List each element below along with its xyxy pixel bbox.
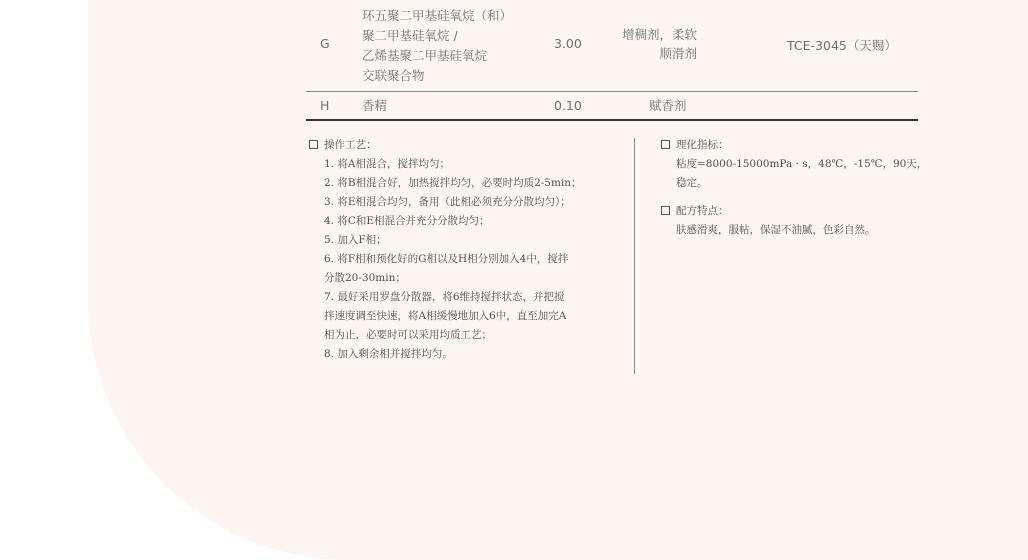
features-heading [661, 202, 931, 218]
function: 赋香剂 [649, 98, 687, 113]
function-line: 增稠剂，柔软 [621, 27, 697, 42]
dosage: 0.10 [554, 98, 582, 113]
ingredient-name-line: 环五聚二甲基硅氧烷（和） [362, 8, 513, 23]
physchem-line: 稳定。 [676, 177, 708, 189]
step-line: 相为止，必要时可以采用均质工艺； [324, 329, 492, 341]
step-line: 6. 将F相和预化好的G相以及H相分别加入4中，搅拌 [324, 253, 569, 265]
process-heading-text: 操作工艺： [324, 138, 377, 151]
checkbox-square-icon [661, 140, 670, 149]
step-line: 7. 最好采用罗盘分散器，将6维持搅拌状态，并把搅 [324, 291, 565, 303]
row-code: G [320, 36, 330, 51]
function [612, 25, 697, 63]
checkbox-square-icon [661, 206, 670, 215]
process-steps [309, 155, 625, 364]
step-line: 2. 将B相混合好，加热搅拌均匀，必要时均质2-5min； [324, 177, 582, 189]
spec-section [661, 136, 931, 240]
ingredient-name [362, 6, 512, 86]
step-line: 拌速度调至快速，将A相缓慢地加入6中，直至加完A [324, 310, 567, 322]
table-row-h [306, 91, 918, 121]
physchem-line: 粘度=8000-15000mPa · s，48℃，-15℃，90天， [676, 158, 928, 170]
features-heading-text: 配方特点： [676, 204, 729, 217]
row-code: H [320, 98, 330, 113]
physchem-heading [661, 136, 931, 152]
step-line: 5. 加入F相； [324, 234, 387, 246]
features-text: 肤感滑爽，服帖，保湿不油腻，色彩自然。 [676, 224, 876, 236]
trade-name: TCE-3045（天赐） [787, 38, 897, 53]
column-divider [634, 138, 635, 374]
ingredient-name-line: 交联聚合物 [362, 68, 425, 83]
step-line: 分散20-30min； [324, 272, 406, 284]
checkbox-square-icon [309, 140, 318, 149]
step-line: 1. 将A相混合，搅拌均匀； [324, 158, 450, 170]
table-row-g [306, 0, 918, 91]
ingredient-name-line: 乙烯基聚二甲基硅氧烷 [362, 48, 488, 63]
step-line: 4. 将C和E相混合并充分分散均匀； [324, 215, 490, 227]
dosage: 3.00 [554, 36, 582, 51]
process-section [309, 136, 625, 364]
ingredient-name-line: 聚二甲基硅氧烷 / [362, 28, 458, 43]
function-line: 顺滑剂 [659, 46, 697, 61]
physchem-text [661, 155, 931, 193]
physchem-heading-text: 理化指标： [676, 138, 729, 151]
step-line: 8. 加入剩余相并搅拌均匀。 [324, 348, 453, 360]
process-heading [309, 136, 625, 152]
step-line: 3. 将E相混合均匀，备用（此相必须充分分散均匀）； [324, 196, 571, 208]
ingredient-name: 香精 [362, 98, 388, 113]
